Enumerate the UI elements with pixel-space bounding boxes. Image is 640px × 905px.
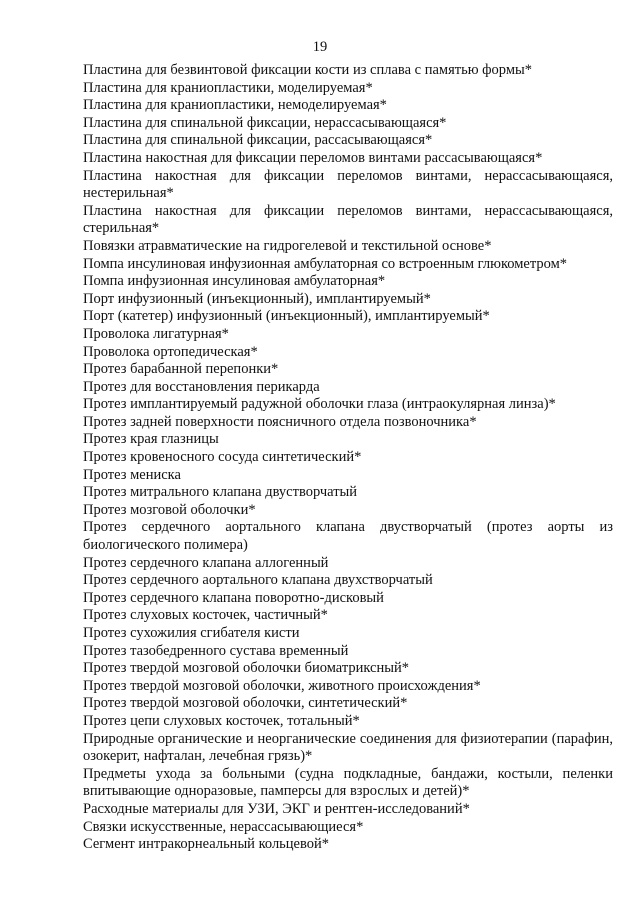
list-item: Протез сухожилия сгибателя кисти <box>83 625 300 641</box>
list-item: Повязки атравматические на гидрогелевой и текстильной основе* <box>83 237 492 254</box>
list-item: Помпа инфузионная инсулиновая амбулаторная* <box>83 273 386 290</box>
list-item: Связки искусственные, нерассасывающиеся* <box>83 818 364 835</box>
list-item: Протез задней поверхности поясничного отдела позвоночника* <box>83 413 477 430</box>
list-item: Протез мозговой оболочки* <box>83 501 256 518</box>
list-item: Сегмент интракорнеальный кольцевой* <box>83 836 329 853</box>
list-item: Пластина для спинальной фиксации, нерассасывающаяся* <box>83 114 447 131</box>
list-item: Протез края глазницы <box>83 431 219 448</box>
list-item: Протез твердой мозговой оболочки биоматриксный* <box>83 660 409 677</box>
list-item: Протез твердой мозговой оболочки, животного происхождения* <box>83 677 481 694</box>
list-item: Природные органические и неорганические соединения для физиотерапии (парафин, озокерит, нафталан, лечебная грязь)* <box>83 730 613 765</box>
list-item: Протез мениска <box>83 466 181 483</box>
list-item: Протез сердечного аортального клапана двустворчатый (протез аорты из биологического полимера) <box>83 519 613 554</box>
list-item: Протез сердечного клапана аллогенный <box>83 554 329 571</box>
list-item: Протез цепи слуховых косточек, тотальный* <box>83 712 360 729</box>
list-item: Предметы ухода за больными (судна подкладные, бандажи, костыли, пеленки впитывающие одноразовые, памперсы для взрослых и детей)* <box>83 765 613 800</box>
entry-list <box>83 62 613 854</box>
list-item: Протез кровеносного сосуда синтетический* <box>83 449 362 466</box>
list-item: Порт (катетер) инфузионный (инъекционный), имплантируемый* <box>83 308 490 325</box>
list-item: Протез сердечного клапана поворотно-дисковый <box>83 589 384 606</box>
list-item: Протез для восстановления перикарда <box>83 378 320 395</box>
page-number: 19 <box>312 39 328 55</box>
list-item: Протез сердечного аортального клапана двухстворчатый <box>83 572 433 589</box>
list-item: Протез слуховых косточек, частичный* <box>83 607 328 624</box>
list-item: Проволока ортопедическая* <box>83 343 258 360</box>
list-item: Пластина для спинальной фиксации, рассасывающаяся* <box>83 132 433 149</box>
list-item: Протез имплантируемый радужной оболочки глаза (интраокулярная линза)* <box>83 396 556 413</box>
list-item: Пластина для безвинтовой фиксации кости из сплава с памятью формы* <box>83 62 532 78</box>
list-item: Протез митрального клапана двустворчатый <box>83 484 358 501</box>
list-item: Проволока лигатурная* <box>83 325 229 342</box>
list-item: Пластина для краниопластики, моделируемая* <box>83 79 373 96</box>
list-item: Протез барабанной перепонки* <box>83 361 279 378</box>
list-item: Порт инфузионный (инъекционный), имплантируемый* <box>83 290 431 307</box>
list-item: Расходные материалы для УЗИ, ЭКГ и рентген-исследований* <box>83 800 470 817</box>
list-item: Помпа инсулиновая инфузионная амбулаторная со встроенным глюкометром* <box>83 255 568 272</box>
list-item: Пластина накостная для фиксации переломов винтами рассасывающаяся* <box>83 149 543 166</box>
list-item: Протез тазобедренного сустава временный <box>83 642 349 659</box>
list-item: Пластина накостная для фиксации переломов винтами, нерассасывающаяся, стерильная* <box>83 202 613 237</box>
list-item: Протез твердой мозговой оболочки, синтетический* <box>83 695 408 712</box>
list-item: Пластина накостная для фиксации переломов винтами, нерассасывающаяся, нестерильная* <box>83 167 613 202</box>
list-item: Пластина для краниопластики, немоделируемая* <box>83 97 387 114</box>
